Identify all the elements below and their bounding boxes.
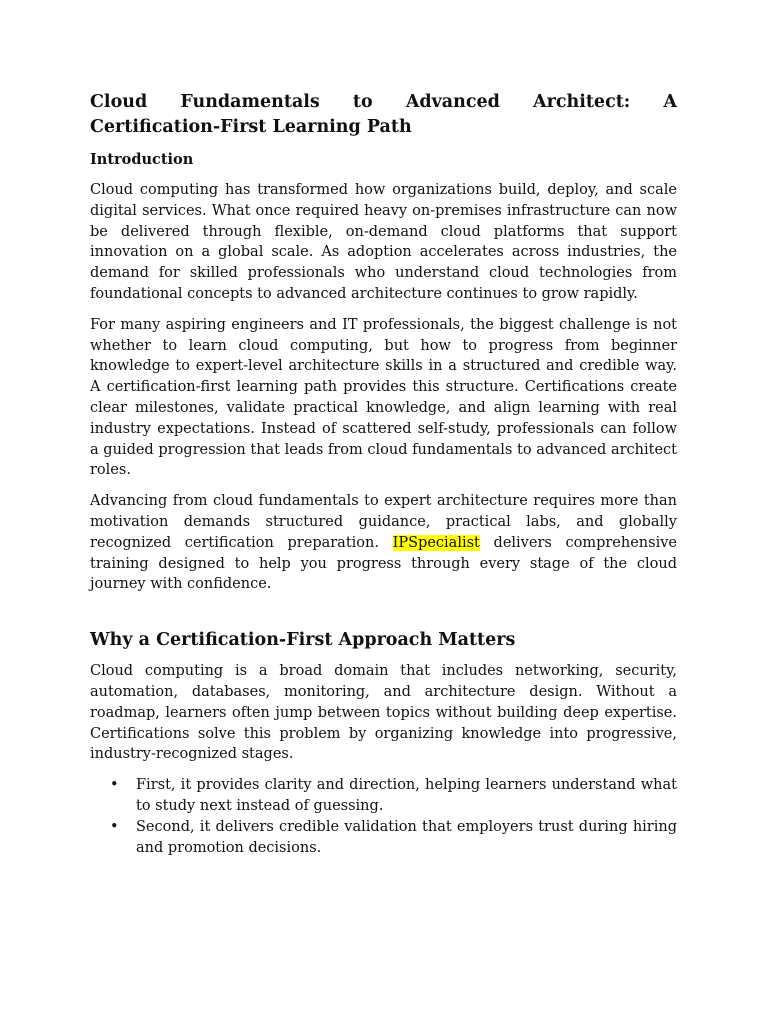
intro-paragraph-1: Cloud computing has transformed how organizations build, deploy, and scale digital services. What once required heavy on-premises infrastructure can now be delivered through flexible, on-demand cloud platforms that support innovation on a global scale. As adoption accelerates across industries, the demand for skilled professionals who understand cloud technologies from foundational concepts to advanced architecture continues to grow rapidly.	[90, 182, 677, 302]
bullet-list	[90, 775, 677, 858]
section-paragraph: Cloud computing is a broad domain that includes networking, security, automation, databases, monitoring, and architecture design. Without a roadmap, learners often jump between topics without building deep expertise. Certifications solve this problem by organizing knowledge into progressive, industry-recognized stages.	[90, 663, 677, 763]
document-page	[90, 90, 677, 858]
bullet-icon: •	[110, 818, 119, 835]
intro-paragraph-2: For many aspiring engineers and IT professionals, the biggest challenge is not whether to learn cloud computing, but how to progress from beginner knowledge to expert-level architecture skills in a structured and credible way. A certification-first learning path provides this structure. Certifications create clear milestones, validate practical knowledge, and align learning with real industry expectations. Instead of scattered self-study, professionals can follow a guided progression that leads from cloud fundamentals to advanced architect roles.	[90, 316, 677, 479]
bullet-item	[90, 775, 677, 817]
promo-paragraph	[90, 491, 677, 595]
highlighted-brand-name: IPSpecialist	[392, 534, 480, 551]
promo-text-before: Advancing from cloud fundamentals to expert architecture requires more than motivation demands structured guidance, practical labs, and globally recognized certification preparation.	[90, 493, 677, 551]
document-title: Cloud Fundamentals to Advanced Architect: A Certification-First Learning Path	[90, 92, 677, 137]
bullet-text: First, it provides clarity and direction, helping learners understand what to study next instead of guessing.	[136, 777, 677, 814]
bullet-icon: •	[110, 777, 119, 794]
introduction-heading: Introduction	[90, 151, 194, 168]
bullet-item	[90, 817, 677, 859]
promo-text-after: delivers comprehensive training designed to help you progress through every stage of the cloud journey with confidence.	[90, 534, 677, 593]
bullet-text: Second, it delivers credible validation that employers trust during hiring and promotion decisions.	[136, 818, 677, 856]
section-heading: Why a Certification-First Approach Matters	[90, 630, 516, 651]
